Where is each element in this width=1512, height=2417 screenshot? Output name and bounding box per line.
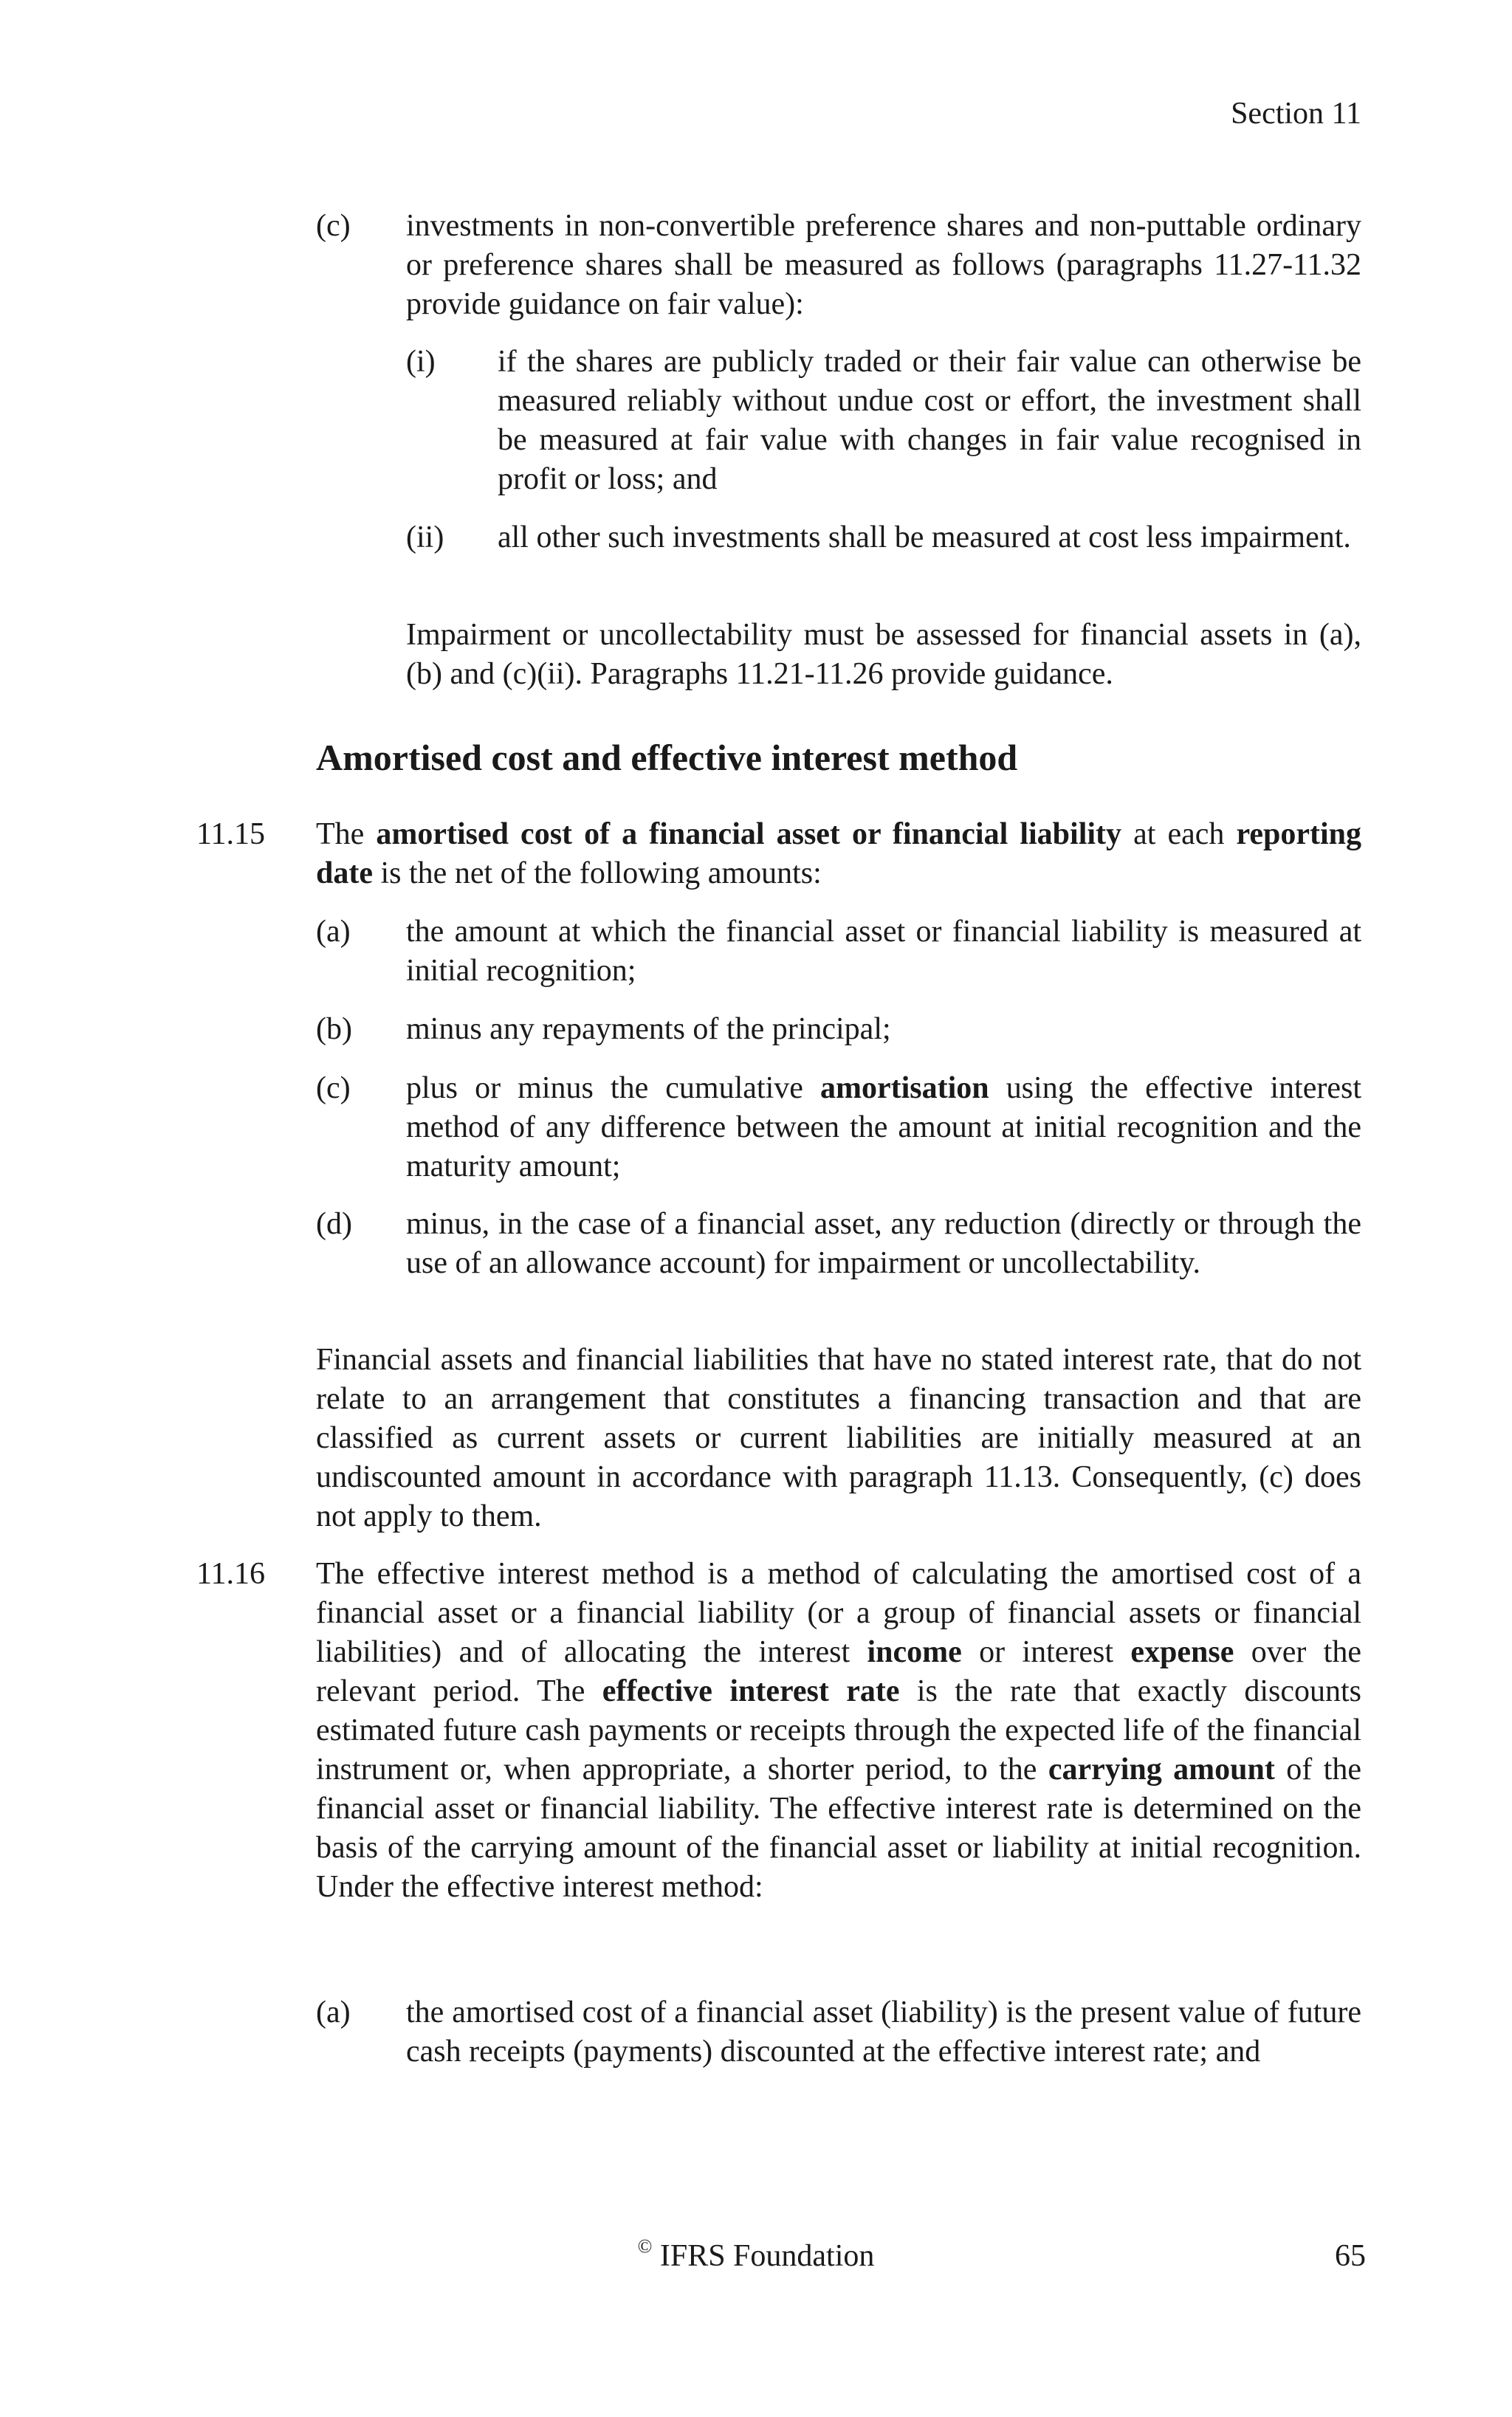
- item-text-b: minus any repayments of the principal;: [406, 1012, 891, 1046]
- item-label-d: (d): [316, 1207, 352, 1241]
- page-number: 65: [1335, 2239, 1366, 2273]
- item-label-a2: (a): [316, 1995, 351, 2029]
- item-text-c: investments in non-convertible preference shares and non-puttable ordinary or preference shares shall be measured as follows (paragraphs 11.27-11.32 provide guidance on fair value):: [406, 209, 1361, 321]
- subitem-text-i: if the shares are publicly traded or their fair value can otherwise be measured reliably without undue cost or effort, the investment shall be measured at fair value with changes in fair value recognised in profit or loss; and: [498, 345, 1361, 496]
- subitem-text-ii: all other such investments shall be measured at cost less impairment.: [498, 520, 1351, 554]
- item-label-b: (b): [316, 1012, 352, 1046]
- paragraph-11-15-closing: Financial assets and financial liabilities that have no stated interest rate, that do not relate to an arrangement that constitutes a financing transaction and that are classified as current assets or current liabilities are initially measured at an undiscounted amount in accordance with paragraph 11.13. Consequently, (c) does not apply to them.: [316, 1343, 1361, 1533]
- footer-copyright: [0, 2237, 1512, 2276]
- section-header: Section 11: [1231, 97, 1361, 131]
- item-text-d: minus, in the case of a financial asset, any reduction (directly or through the use of an allowance account) for impairment or uncollectability.: [406, 1207, 1361, 1280]
- item-text-a2: the amortised cost of a financial asset (liability) is the present value of future cash receipts (payments) discounted at the effective interest rate; and: [406, 1995, 1361, 2069]
- impairment-note: Impairment or uncollectability must be assessed for financial assets in (a), (b) and (c)(ii). Paragraphs 11.21-11.26 provide guidance.: [406, 618, 1361, 691]
- item-label-c2: (c): [316, 1071, 351, 1105]
- section-heading: Amortised cost and effective interest method: [316, 737, 1018, 778]
- item-label-c: (c): [316, 209, 351, 243]
- copyright-symbol: ©: [637, 2235, 653, 2257]
- item-text-c2: plus or minus the cumulative amortisation using the effective interest method of any difference between the amount at initial recognition and the maturity amount;: [406, 1071, 1361, 1183]
- paragraph-11-15-intro: The amortised cost of a financial asset or financial liability at each reporting date is the net of the following amounts:: [316, 817, 1361, 890]
- subitem-label-ii: (ii): [406, 520, 444, 554]
- item-label-a: (a): [316, 915, 351, 949]
- item-text-a: the amount at which the financial asset or financial liability is measured at initial recognition;: [406, 915, 1361, 988]
- paragraph-number-11-15: 11.15: [196, 817, 265, 851]
- paragraph-11-16-text: The effective interest method is a method of calculating the amortised cost of a financial asset or a financial liability (or a group of financial assets or financial liabilities) and of allocating the interest income or interest expense over the relevant period. The effective interest rate is the rate that exactly discounts estimated future cash payments or receipts through the expected life of the financial instrument or, when appropriate, a shorter period, to the carrying amount of the financial asset or financial liability. The effective interest rate is determined on the basis of the carrying amount of the financial asset or liability at initial recognition. Under the effective interest method:: [316, 1557, 1361, 1904]
- subitem-label-i: (i): [406, 345, 436, 379]
- paragraph-number-11-16: 11.16: [196, 1557, 265, 1591]
- footer-org: IFRS Foundation: [652, 2239, 875, 2273]
